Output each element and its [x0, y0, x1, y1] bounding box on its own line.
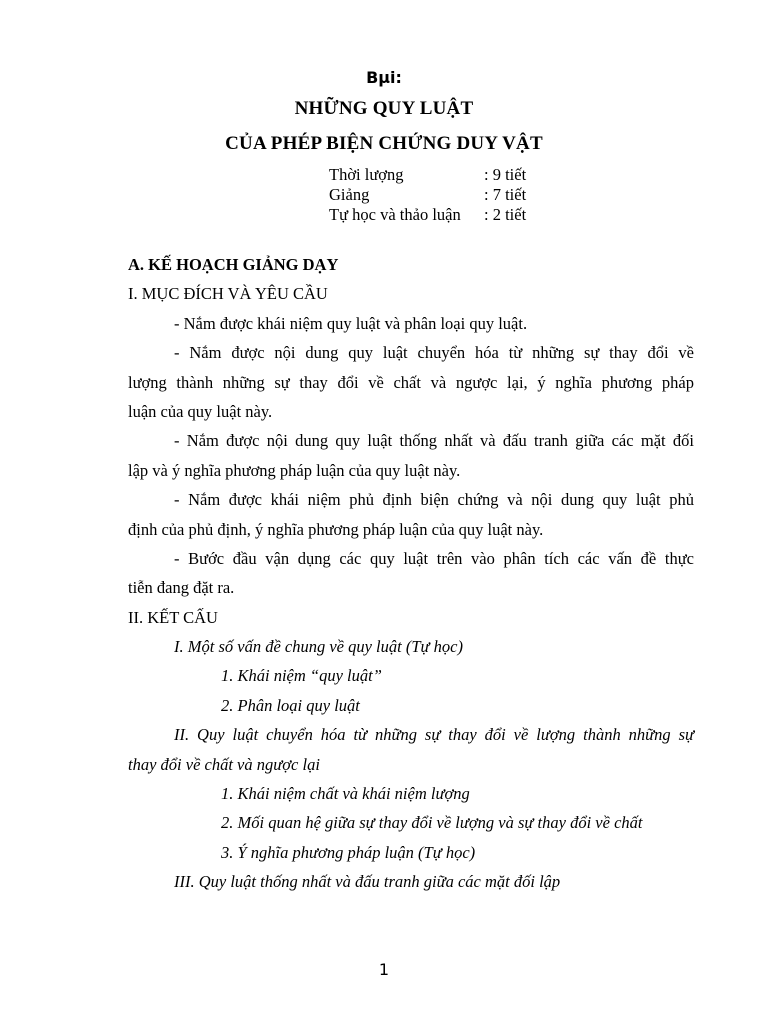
- objective-line: - Nắm được khái niệm quy luật và phân loại quy luật.: [174, 313, 528, 333]
- structure-subitem: 1. Khái niệm “quy luật”: [221, 666, 382, 686]
- section-i-heading: I. MỤC ĐÍCH VÀ YÊU CẦU: [128, 284, 328, 304]
- title-line-2: CỦA PHÉP BIỆN CHỨNG DUY VẬT: [225, 133, 543, 154]
- objective-line: - Nắm được nội dung quy luật chuyển hóa từ những sự thay đổi về: [174, 343, 694, 363]
- structure-item: thay đổi về chất và ngược lại: [128, 754, 320, 774]
- document-body: [128, 250, 694, 897]
- objective-line: tiễn đang đặt ra.: [128, 578, 235, 598]
- duration-row: [329, 205, 589, 225]
- structure-subitem: 3. Ý nghĩa phương pháp luận (Tự học): [221, 842, 476, 862]
- objective-line: - Nắm được khái niệm phủ định biện chứng và nội dung quy luật phủ: [174, 490, 694, 510]
- section-a-heading: A. KẾ HOẠCH GIẢNG DẠY: [128, 255, 339, 274]
- structure-subitem: 1. Khái niệm chất và khái niệm lượng: [221, 784, 470, 804]
- objective-line: lập và ý nghĩa phương pháp luận của quy luật này.: [128, 460, 461, 480]
- objective-line: định của phủ định, ý nghĩa phương pháp luận của quy luật này.: [128, 519, 544, 539]
- duration-value: : 9 tiết: [484, 165, 527, 184]
- duration-table: [329, 165, 589, 225]
- structure-subitem: 2. Phân loại quy luật: [221, 695, 360, 715]
- structure-item: III. Quy luật thống nhất và đấu tranh giữa các mặt đối lập: [174, 872, 561, 892]
- objective-line: lượng thành những sự thay đổi về chất và ngược lại, ý nghĩa phương pháp: [128, 372, 694, 392]
- duration-value: : 7 tiết: [484, 185, 527, 204]
- structure-item: II. Quy luật chuyển hóa từ những sự thay đổi về lượng thành những sự: [174, 725, 694, 745]
- duration-label: Thời lượng: [329, 165, 404, 184]
- structure-subitem: 2. Mối quan hệ giữa sự thay đổi về lượng và sự thay đổi về chất: [221, 813, 643, 833]
- duration-row: [329, 185, 589, 205]
- objective-line: luận của quy luật này.: [128, 401, 273, 421]
- objective-line: - Bước đầu vận dụng các quy luật trên vào phân tích các vấn đề thực: [174, 548, 694, 568]
- objective-line: - Nắm được nội dung quy luật thống nhất và đấu tranh giữa các mặt đối: [174, 431, 694, 451]
- duration-label: Giảng: [329, 185, 370, 204]
- structure-item: I. Một số vấn đề chung về quy luật (Tự học): [174, 637, 463, 657]
- page-number: 1: [378, 960, 390, 979]
- lesson-label: Bµi:: [366, 68, 402, 87]
- duration-value: : 2 tiết: [484, 205, 527, 224]
- section-ii-heading: II. KẾT CẤU: [128, 607, 218, 627]
- duration-row: [329, 165, 589, 185]
- duration-label: Tự học và thảo luận: [329, 205, 461, 224]
- title-line-1: NHỮNG QUY LUẬT: [294, 98, 474, 119]
